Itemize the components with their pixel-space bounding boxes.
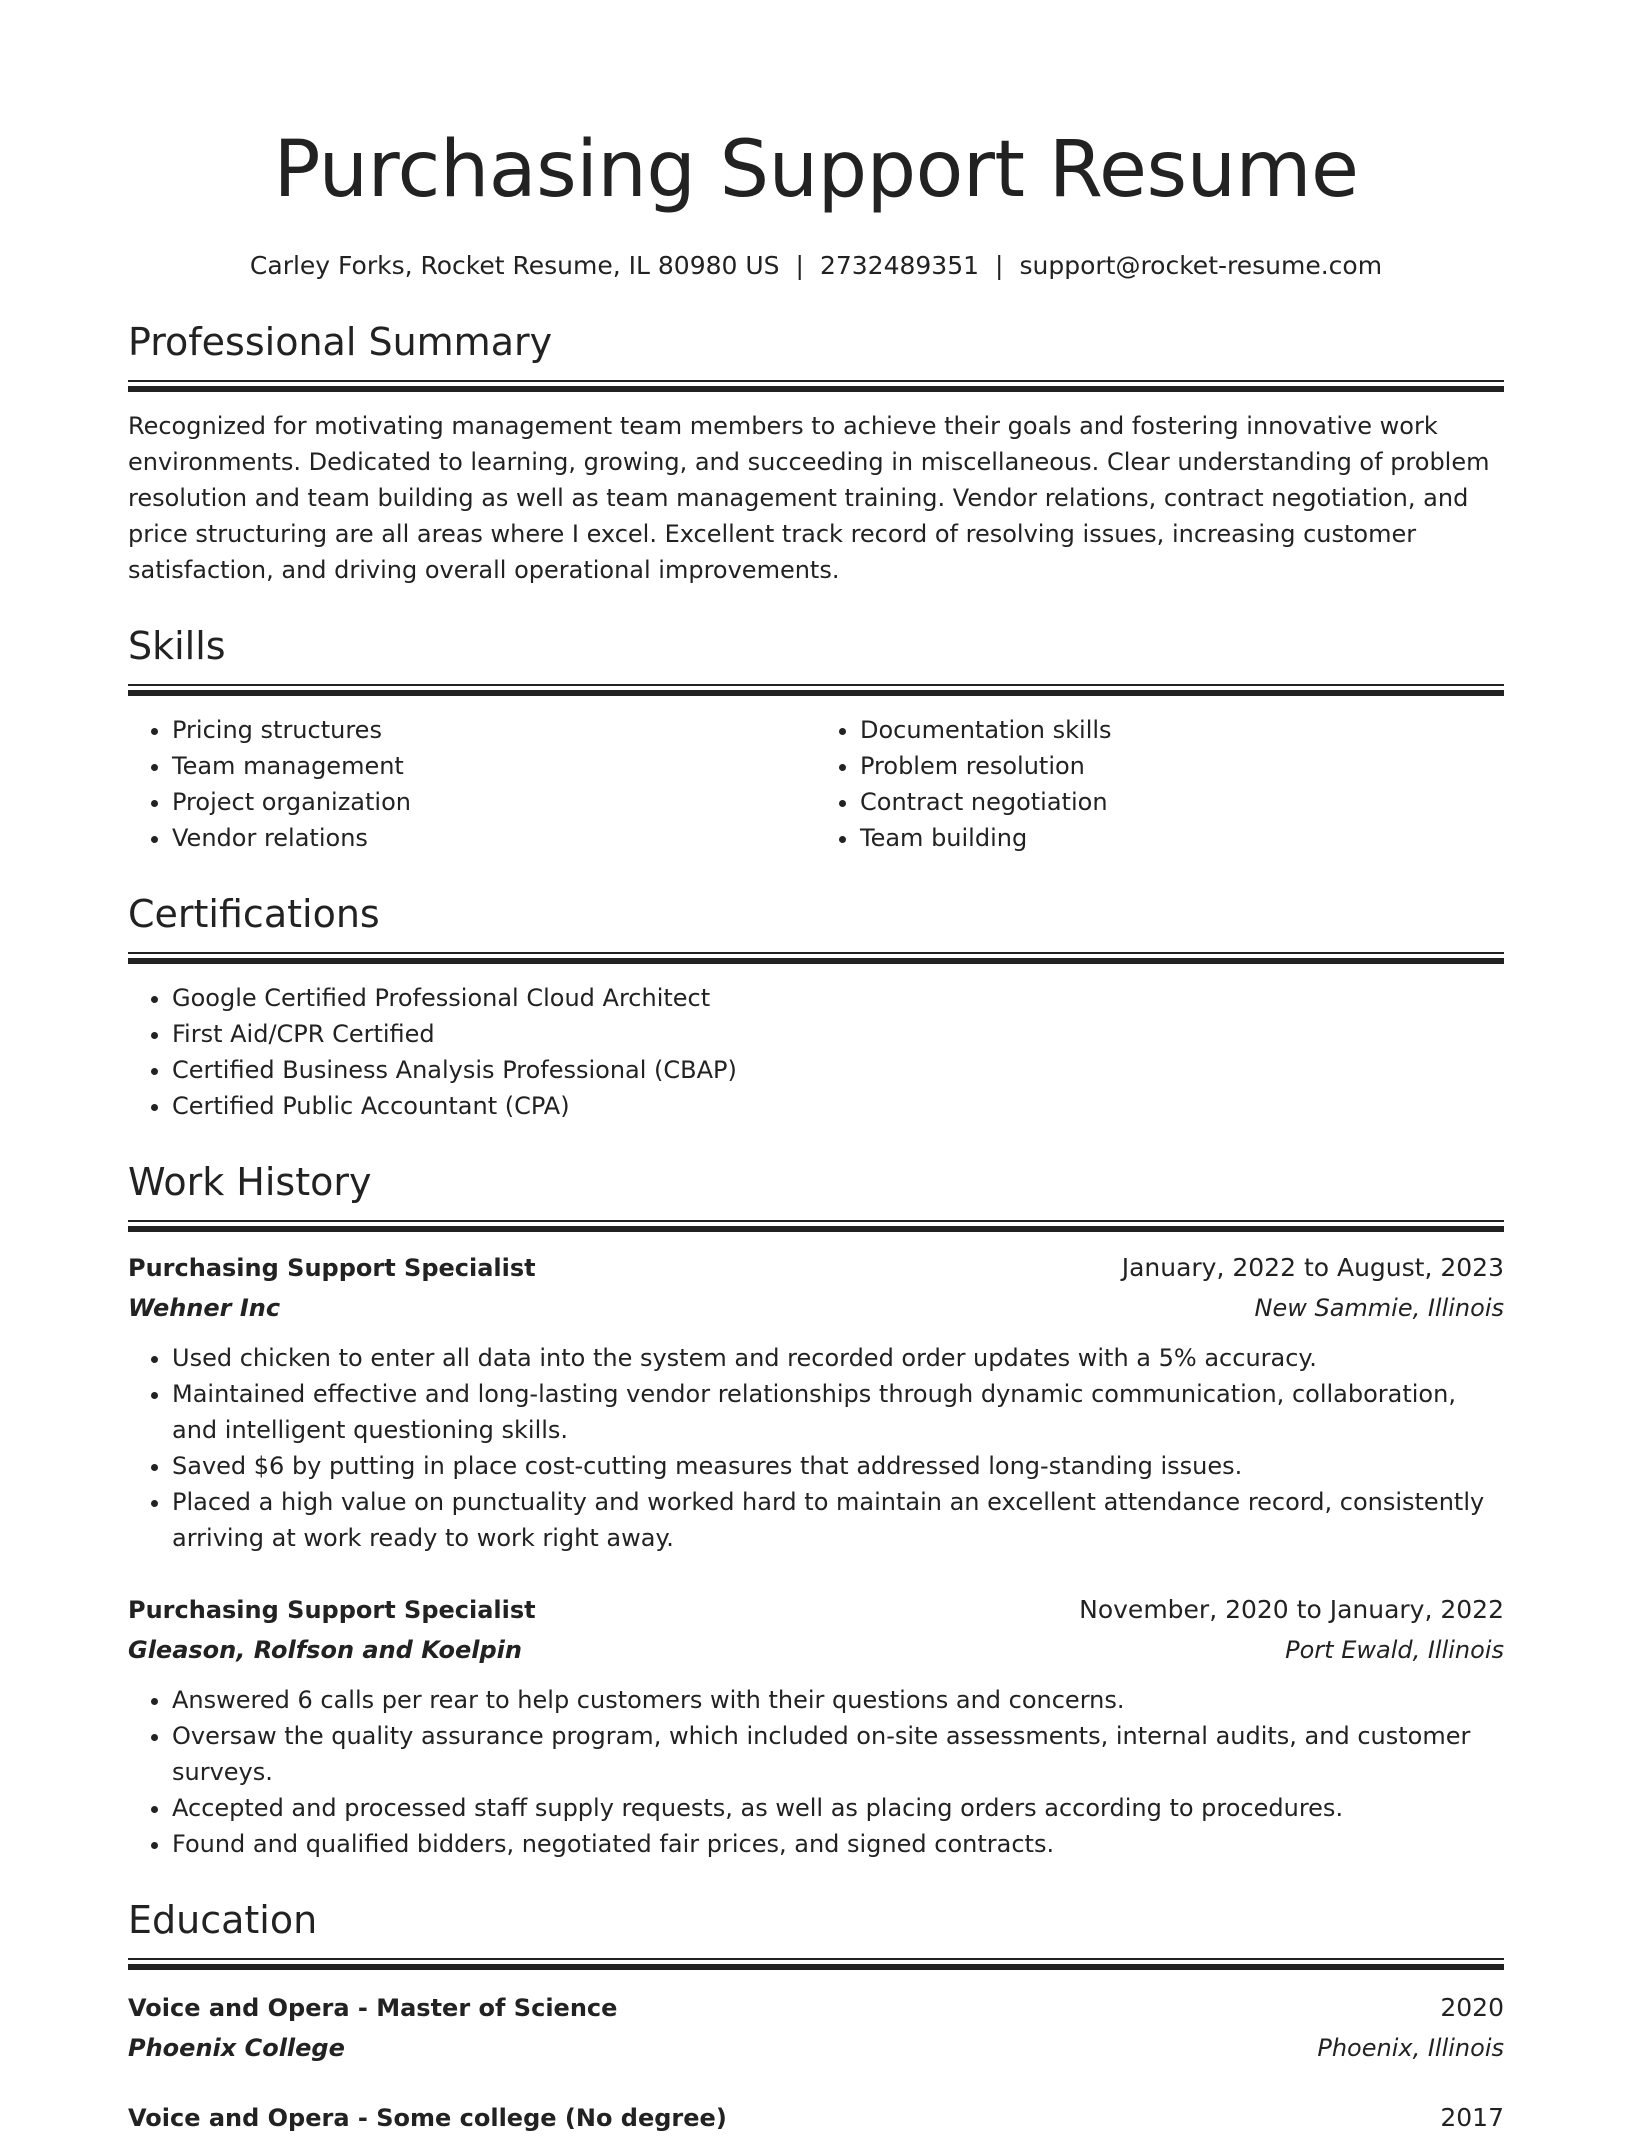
job-bullet: • Answered 6 calls per rear to help customers with their questions and concerns. [172,1682,1504,1718]
job-company-row [128,1288,1504,1328]
skill-item: • Project organization [172,784,816,820]
contact-address: Carley Forks, Rocket Resume, IL 80980 US [249,251,780,280]
section-heading: Education [128,1898,318,1942]
education-school: Phoenix College [128,2034,345,2062]
job-title: Purchasing Support Specialist [128,1596,536,1624]
job-bullet: • Accepted and processed staff supply requests, as well as placing orders according to procedures. [172,1790,1504,1826]
job-bullets [128,1340,1504,1556]
job-bullet: • Maintained effective and long-lasting vendor relationships through dynamic communication, collaboration, and intelligent questioning skills. [172,1376,1504,1448]
education-header-row [128,2098,1504,2138]
job-company: Gleason, Rolfson and Koelpin [128,1636,522,1664]
skills-list-right [816,712,1504,856]
skill-item: • Pricing structures [172,712,816,748]
skills-grid [128,696,1504,856]
skill-item: • Team building [860,820,1504,856]
section-heading: Professional Summary [128,320,553,364]
contact-phone: 2732489351 [819,251,980,280]
education-degree: Voice and Opera - Master of Science [128,1994,618,2022]
skill-item: • Team management [172,748,816,784]
resume-title: Purchasing Support Resume [273,125,1359,215]
skill-item: • Documentation skills [860,712,1504,748]
job-header-row [128,1590,1504,1630]
contact-line [128,248,1504,284]
education-school-row [128,2028,1504,2068]
section-divider [128,684,1504,696]
job-header-row [128,1248,1504,1288]
job-location: New Sammie, Illinois [1254,1294,1504,1322]
job-bullet: • Used chicken to enter all data into the system and recorded order updates with a 5% accuracy. [172,1340,1504,1376]
section-heading: Skills [128,624,226,668]
education-location: Phoenix, Illinois [1317,2034,1504,2062]
certifications-list [128,980,1504,1124]
section-heading: Work History [128,1160,372,1204]
certification-item: • First Aid/CPR Certified [172,1016,1504,1052]
section-heading: Certifications [128,892,380,936]
job-title: Purchasing Support Specialist [128,1254,536,1282]
education-year: 2017 [1440,2103,1504,2132]
education-entry [128,1988,1504,2068]
skills-list-left [128,712,816,856]
certifications-section [128,890,1504,1124]
education-header-row [128,1988,1504,2028]
job-entry [128,1590,1504,1862]
job-dates: November, 2020 to January, 2022 [1079,1595,1504,1624]
skill-item: • Problem resolution [860,748,1504,784]
section-divider [128,380,1504,392]
certification-item: • Certified Business Analysis Professional (CBAP) [172,1052,1504,1088]
contact-email: support@rocket-resume.com [1019,251,1383,280]
job-dates: January, 2022 to August, 2023 [1121,1253,1504,1282]
job-bullets [128,1682,1504,1862]
work-history-section [128,1158,1504,1862]
education-year: 2020 [1440,1993,1504,2022]
job-bullet: • Saved $6 by putting in place cost-cutting measures that addressed long-standing issues. [172,1448,1504,1484]
job-entry [128,1248,1504,1556]
job-bullet: • Oversaw the quality assurance program, which included on-site assessments, internal audits, and customer surveys. [172,1718,1504,1790]
certification-item: • Certified Public Accountant (CPA) [172,1088,1504,1124]
job-bullet: • Placed a high value on punctuality and worked hard to maintain an excellent attendance record, consistently arriving at work ready to work right away. [172,1484,1504,1556]
skills-section [128,622,1504,856]
section-divider [128,1958,1504,1970]
education-section [128,1896,1504,2138]
contact-separator: | [795,251,804,280]
education-degree: Voice and Opera - Some college (No degree) [128,2104,727,2132]
summary-section [128,318,1504,588]
section-divider [128,1220,1504,1232]
contact-separator: | [995,251,1004,280]
job-company-row [128,1630,1504,1670]
summary-text: Recognized for motivating management team members to achieve their goals and fostering innovative work environments. Dedicated to learning, growing, and succeeding in miscellaneous. Clear understanding of problem resolution and team building as well as team management training. Vendor relations, contract negotiation, and price structuring are all areas where I excel. Excellent track record of resolving issues, increasing customer satisfaction, and driving overall operational improvements. [128,412,1490,584]
job-bullet: • Found and qualified bidders, negotiated fair prices, and signed contracts. [172,1826,1504,1862]
certification-item: • Google Certified Professional Cloud Architect [172,980,1504,1016]
job-location: Port Ewald, Illinois [1285,1636,1504,1664]
section-divider [128,952,1504,964]
skill-item: • Contract negotiation [860,784,1504,820]
education-entry [128,2098,1504,2138]
skill-item: • Vendor relations [172,820,816,856]
job-company: Wehner Inc [128,1294,281,1322]
